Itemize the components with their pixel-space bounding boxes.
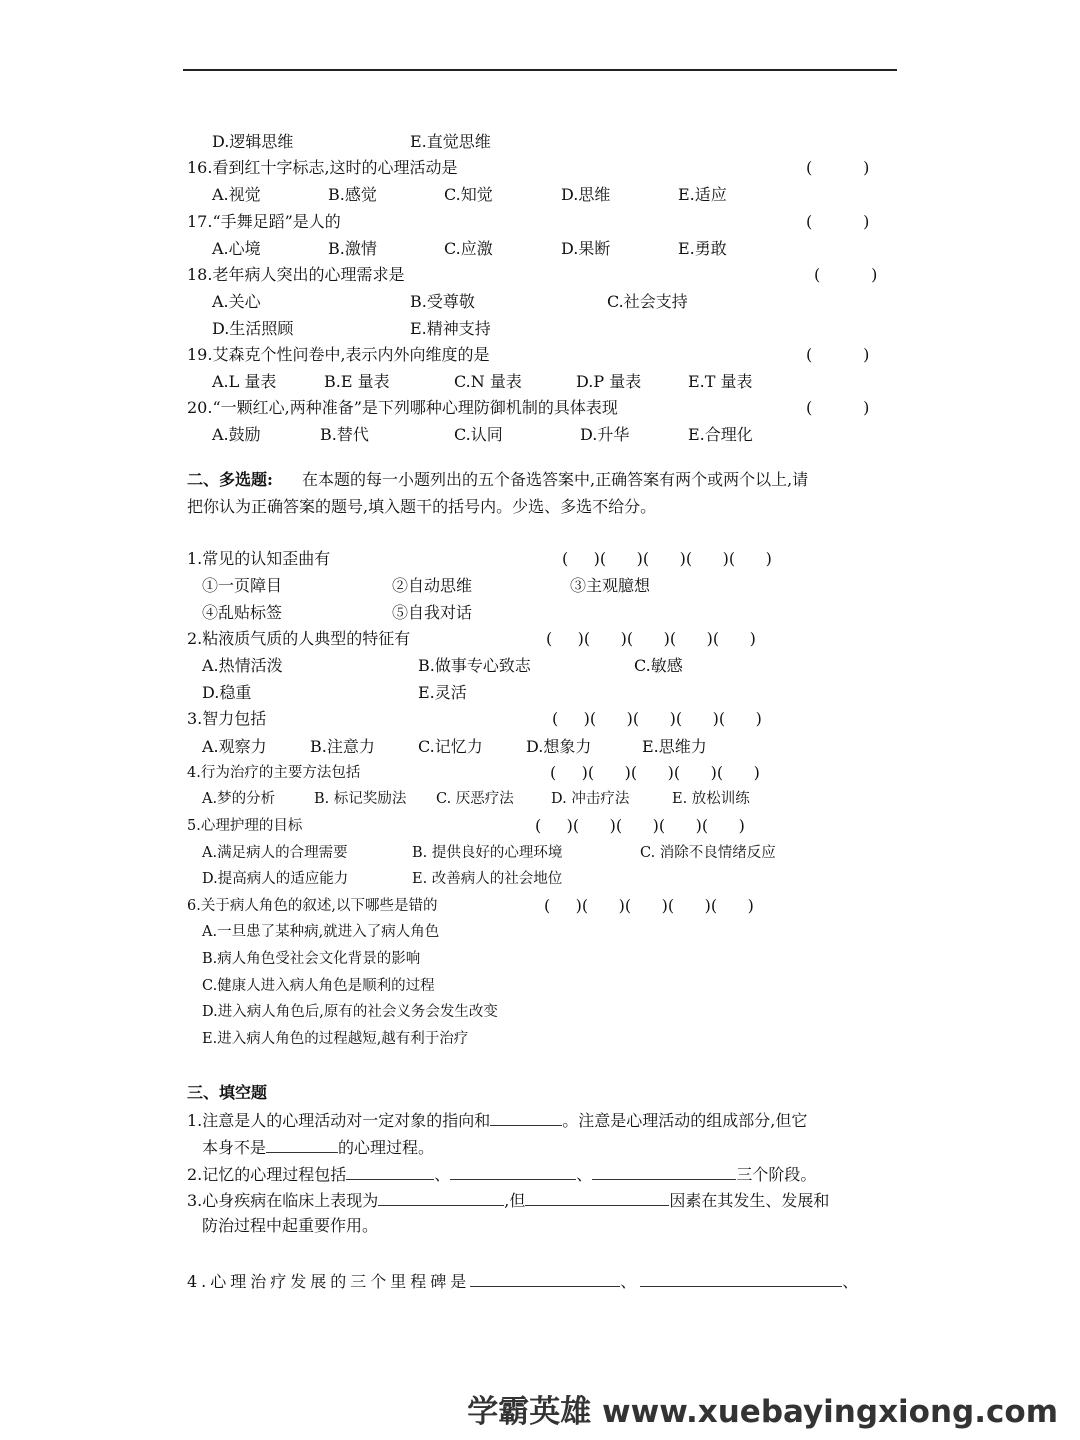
mq3-stem: 3.智力包括: [187, 709, 267, 728]
mq4-answer-parens[interactable]: ( )( )( )( )( ): [550, 763, 760, 782]
mq4-stem: 4.行为治疗的主要方法包括: [187, 765, 361, 781]
q18-option: A.关心: [212, 292, 261, 311]
mq2-option: C.敏感: [634, 656, 683, 675]
mq2-option: A.热情活泼: [202, 656, 283, 675]
fq3-text: ,但: [504, 1191, 526, 1210]
q16-option: E.适应: [678, 185, 727, 204]
fq2-sep: 、: [434, 1165, 451, 1184]
fq1-blank[interactable]: [490, 1108, 562, 1126]
mq6-option: E.进入病人角色的过程越短,越有利于治疗: [202, 1031, 469, 1047]
q16-option: A.视觉: [212, 185, 261, 204]
header-rule: [183, 69, 897, 71]
mq5-option: A.满足病人的合理需要: [202, 845, 348, 861]
q20-option: C.认同: [454, 425, 503, 444]
q16-option: D.思维: [561, 185, 611, 204]
fq1-blank[interactable]: [266, 1135, 338, 1153]
mq5-option: E. 改善病人的社会地位: [412, 871, 563, 887]
q17-stem: 17.“手舞足蹈”是人的: [187, 212, 341, 231]
q16-stem: 16.看到红十字标志,这时的心理活动是: [187, 158, 458, 177]
multi-choice-heading: 二、多选题:: [187, 470, 273, 489]
q15-option-e: E.直觉思维: [410, 132, 491, 151]
q16-option: C.知觉: [444, 185, 493, 204]
fq4-blank[interactable]: [470, 1269, 620, 1287]
q20-stem: 20.“一颗红心,两种准备”是下列哪种心理防御机制的具体表现: [187, 398, 618, 417]
q18-option: D.生活照顾: [212, 319, 294, 338]
q15-option-d: D.逻辑思维: [212, 132, 294, 151]
mq2-stem: 2.粘液质气质的人典型的特征有: [187, 629, 411, 648]
mq5-stem: 5.心理护理的目标: [187, 818, 303, 834]
q19-answer-paren[interactable]: ( ): [806, 345, 870, 364]
mq6-option: C.健康人进入病人角色是顺利的过程: [202, 978, 435, 994]
mq2-option: E.灵活: [418, 683, 467, 702]
footer-brand: 学霸英雄: [467, 1394, 592, 1430]
mq1-stem: 1.常见的认知歪曲有: [187, 549, 331, 568]
fq4-text: 4.心理治疗发展的三个里程碑是: [187, 1272, 471, 1291]
fq3-text: 因素在其发生、发展和: [669, 1191, 830, 1210]
multi-choice-instruction: 把你认为正确答案的题号,填入题干的括号内。少选、多选不给分。: [187, 497, 657, 516]
q19-option: E.T 量表: [688, 372, 753, 391]
fq4-blank[interactable]: [640, 1269, 842, 1287]
q18-stem: 18.老年病人突出的心理需求是: [187, 265, 405, 284]
fq1-text: 1.注意是人的心理活动对一定对象的指向和: [187, 1111, 491, 1130]
q20-answer-paren[interactable]: ( ): [806, 398, 870, 417]
fq1-text: 的心理过程。: [338, 1138, 435, 1157]
fq2-blank[interactable]: [450, 1162, 576, 1180]
fq2-blank[interactable]: [346, 1162, 434, 1180]
q19-option: B.E 量表: [324, 372, 390, 391]
mq6-stem: 6.关于病人角色的叙述,以下哪些是错的: [187, 898, 438, 914]
q17-answer-paren[interactable]: ( ): [806, 212, 870, 231]
mq4-option: A.梦的分析: [202, 791, 276, 807]
q17-option: E.勇敢: [678, 239, 727, 258]
q20-option: E.合理化: [688, 425, 753, 444]
mq5-option: B. 提供良好的心理环境: [412, 845, 563, 861]
fill-blank-heading: 三、填空题: [187, 1083, 268, 1102]
q19-option: A.L 量表: [212, 372, 277, 391]
mq3-option: D.想象力: [526, 737, 592, 756]
q19-stem: 19.艾森克个性问卷中,表示内外向维度的是: [187, 345, 490, 364]
footer-url: www.xuebayingxiong.com: [602, 1394, 1058, 1430]
q19-option: C.N 量表: [454, 372, 522, 391]
mq3-option: E.思维力: [642, 737, 707, 756]
mq3-option: C.记忆力: [418, 737, 483, 756]
fq4-sep: 、: [620, 1272, 641, 1291]
q18-option: B.受尊敬: [410, 292, 475, 311]
fq4-line: [187, 1269, 862, 1291]
q19-option: D.P 量表: [576, 372, 642, 391]
mq1-answer-parens[interactable]: ( )( )( )( )( ): [562, 549, 772, 568]
mq2-answer-parens[interactable]: ( )( )( )( )( ): [546, 629, 756, 648]
q20-option: A.鼓励: [212, 425, 261, 444]
mq1-option: ②自动思维: [392, 576, 473, 595]
fq2-blank[interactable]: [592, 1162, 736, 1180]
fq3-blank[interactable]: [378, 1188, 504, 1206]
mq5-answer-parens[interactable]: ( )( )( )( )( ): [535, 816, 745, 835]
fq3-blank[interactable]: [525, 1188, 669, 1206]
q17-option: C.应激: [444, 239, 493, 258]
mq3-option: A.观察力: [202, 737, 267, 756]
mq1-option: ⑤自我对话: [392, 603, 473, 622]
q16-answer-paren[interactable]: ( ): [806, 158, 870, 177]
mq1-option: ③主观臆想: [570, 576, 651, 595]
mq6-option: D.进入病人角色后,原有的社会义务会发生改变: [202, 1004, 498, 1020]
fq1-text: 本身不是: [202, 1138, 267, 1157]
mq2-option: D.稳重: [202, 683, 252, 702]
mq4-option: E. 放松训练: [672, 791, 750, 807]
fq3-line1: [187, 1188, 829, 1210]
fq2-sep: 、: [576, 1165, 593, 1184]
fq1-line2: [202, 1135, 434, 1157]
fq2-line: [187, 1162, 816, 1184]
mq6-option: B.病人角色受社会文化背景的影响: [202, 951, 421, 967]
q17-option: A.心境: [212, 239, 261, 258]
watermark-footer: [467, 1390, 1058, 1434]
mq6-option: A.一旦患了某种病,就进入了病人角色: [202, 924, 440, 940]
mq3-answer-parens[interactable]: ( )( )( )( )( ): [552, 709, 762, 728]
mq4-option: C. 厌恶疗法: [436, 791, 514, 807]
q17-option: D.果断: [561, 239, 611, 258]
q20-option: B.替代: [320, 425, 369, 444]
mq4-option: B. 标记奖励法: [314, 791, 407, 807]
fq4-sep: 、: [842, 1272, 863, 1291]
fq3-line2: 防治过程中起重要作用。: [202, 1216, 379, 1235]
mq6-answer-parens[interactable]: ( )( )( )( )( ): [544, 896, 754, 915]
mq3-option: B.注意力: [310, 737, 375, 756]
fq1-text: 。注意是心理活动的组成部分,但它: [562, 1111, 808, 1130]
multi-choice-instruction: 在本题的每一小题列出的五个备选答案中,正确答案有两个或两个以上,请: [302, 470, 809, 489]
mq5-option: D.提高病人的适应能力: [202, 871, 349, 887]
fq2-text: 2.记忆的心理过程包括: [187, 1165, 347, 1184]
mq4-option: D. 冲击疗法: [551, 791, 630, 807]
q16-option: B.感觉: [328, 185, 377, 204]
mq1-option: ①一页障目: [202, 576, 283, 595]
fq2-text: 三个阶段。: [736, 1165, 817, 1184]
q18-option: E.精神支持: [410, 319, 491, 338]
mq1-option: ④乱贴标签: [202, 603, 283, 622]
q20-option: D.升华: [580, 425, 630, 444]
fq3-text: 3.心身疾病在临床上表现为: [187, 1191, 379, 1210]
q18-answer-paren[interactable]: ( ): [814, 265, 878, 284]
mq2-option: B.做事专心致志: [418, 656, 531, 675]
q18-option: C.社会支持: [607, 292, 688, 311]
mq5-option: C. 消除不良情绪反应: [640, 845, 776, 861]
q17-option: B.激情: [328, 239, 377, 258]
fq1-line1: [187, 1108, 807, 1130]
